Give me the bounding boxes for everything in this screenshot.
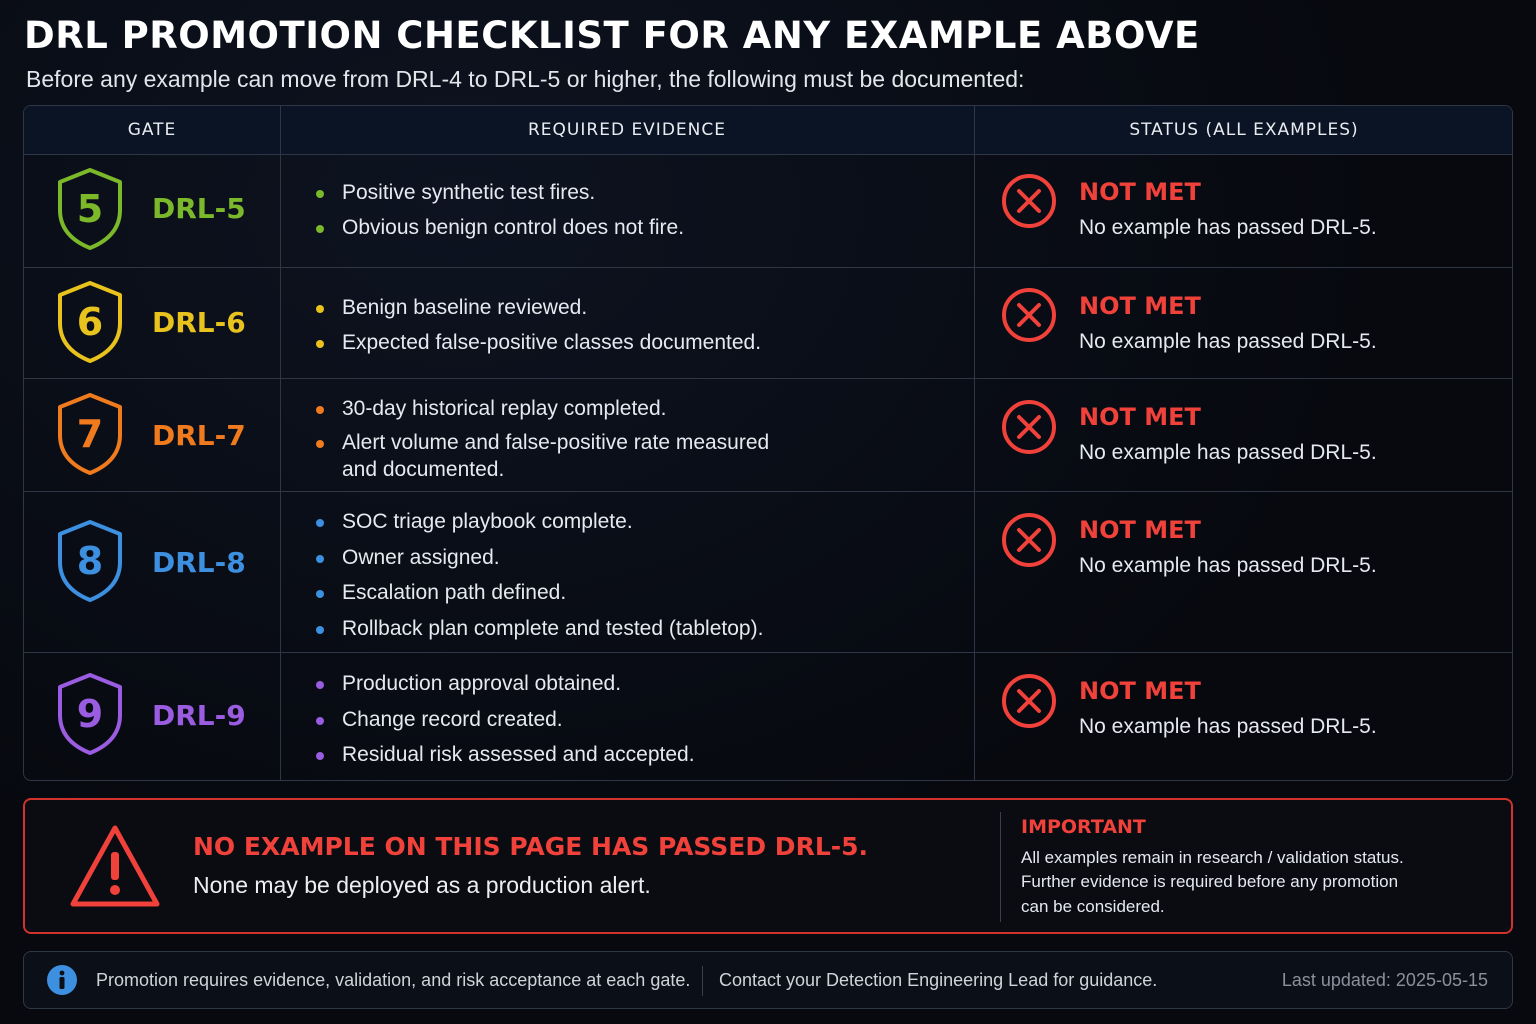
table-header <box>24 106 1512 155</box>
evidence-item: Production approval obtained. <box>314 671 695 697</box>
column-header-status: STATUS (ALL EXAMPLES) <box>1129 120 1359 140</box>
status-title: NOT MET <box>1079 178 1201 206</box>
evidence-item: Alert volume and false-positive rate measured <box>314 430 769 456</box>
gate-label: DRL-6 <box>152 306 246 339</box>
page-title: DRL PROMOTION CHECKLIST FOR ANY EXAMPLE ABOVE <box>24 14 1200 57</box>
status-title: NOT MET <box>1079 403 1201 431</box>
shield-icon <box>54 391 126 477</box>
table-row <box>24 492 1512 653</box>
evidence-item: Residual risk assessed and accepted. <box>314 742 695 768</box>
table-row <box>24 154 1512 268</box>
evidence-item: Obvious benign control does not fire. <box>314 215 684 241</box>
evidence-item-continuation: and documented. <box>342 458 505 481</box>
shield-icon <box>54 518 126 604</box>
alert-title: NO EXAMPLE ON THIS PAGE HAS PASSED DRL-5. <box>193 832 869 861</box>
evidence-item: Owner assigned. <box>314 545 763 571</box>
shield-icon <box>54 279 126 365</box>
evidence-list <box>314 509 763 642</box>
footer-contact: Contact your Detection Engineering Lead for guidance. <box>719 970 1158 990</box>
page-subtitle: Before any example can move from DRL-4 to DRL-5 or higher, the following must be documented: <box>26 66 1025 92</box>
gate-number: 8 <box>76 539 104 583</box>
evidence-item: Benign baseline reviewed. <box>314 295 761 321</box>
status-title: NOT MET <box>1079 677 1201 705</box>
evidence-list <box>314 295 761 356</box>
gate-label: DRL-9 <box>152 699 246 732</box>
warning-triangle-icon <box>67 822 163 910</box>
important-title: IMPORTANT <box>1021 816 1146 838</box>
status-text: No example has passed DRL-5. <box>1079 554 1377 577</box>
evidence-item: Rollback plan complete and tested (tabletop). <box>314 616 763 642</box>
shield-icon <box>54 166 126 252</box>
footer-divider <box>702 966 703 996</box>
status-title: NOT MET <box>1079 516 1201 544</box>
x-circle-icon <box>1000 286 1058 344</box>
warning-banner <box>23 798 1513 934</box>
important-line: All examples remain in research / validation status. <box>1021 848 1404 867</box>
table-row <box>24 379 1512 492</box>
evidence-item: Escalation path defined. <box>314 580 763 606</box>
evidence-item: 30-day historical replay completed. <box>314 396 769 422</box>
gate-label: DRL-8 <box>152 546 246 579</box>
status-text: No example has passed DRL-5. <box>1079 441 1377 464</box>
x-circle-icon <box>1000 672 1058 730</box>
gate-number: 9 <box>76 692 104 736</box>
alert-text: None may be deployed as a production alert. <box>193 872 651 898</box>
status-text: No example has passed DRL-5. <box>1079 330 1377 353</box>
status-text: No example has passed DRL-5. <box>1079 715 1377 738</box>
gate-label: DRL-7 <box>152 419 246 452</box>
evidence-item: Expected false-positive classes documented. <box>314 330 761 356</box>
gate-number: 7 <box>76 412 104 456</box>
table-row <box>24 268 1512 379</box>
footer-note: Promotion requires evidence, validation, and risk acceptance at each gate. <box>96 970 691 990</box>
column-header-gate: GATE <box>127 120 177 140</box>
shield-icon <box>54 671 126 757</box>
last-updated: Last updated: 2025-05-15 <box>1281 970 1488 990</box>
important-line: Further evidence is required before any promotion <box>1021 872 1399 891</box>
gate-number: 5 <box>76 187 104 231</box>
gate-number: 6 <box>76 300 104 344</box>
x-circle-icon <box>1000 172 1058 230</box>
x-circle-icon <box>1000 511 1058 569</box>
checklist-table <box>23 105 1513 781</box>
evidence-list <box>314 180 684 241</box>
gate-label: DRL-5 <box>152 192 246 225</box>
evidence-list <box>314 671 695 768</box>
evidence-list <box>314 396 769 484</box>
x-circle-icon <box>1000 398 1058 456</box>
evidence-item: Positive synthetic test fires. <box>314 180 684 206</box>
alert-divider <box>1000 812 1001 922</box>
table-row <box>24 653 1512 781</box>
evidence-item: SOC triage playbook complete. <box>314 509 763 535</box>
column-header-evidence: REQUIRED EVIDENCE <box>528 120 726 140</box>
important-line: can be considered. <box>1021 897 1165 916</box>
status-text: No example has passed DRL-5. <box>1079 216 1377 239</box>
footer-bar <box>23 951 1513 1009</box>
evidence-item: Change record created. <box>314 707 695 733</box>
status-title: NOT MET <box>1079 292 1201 320</box>
info-icon <box>46 964 78 996</box>
